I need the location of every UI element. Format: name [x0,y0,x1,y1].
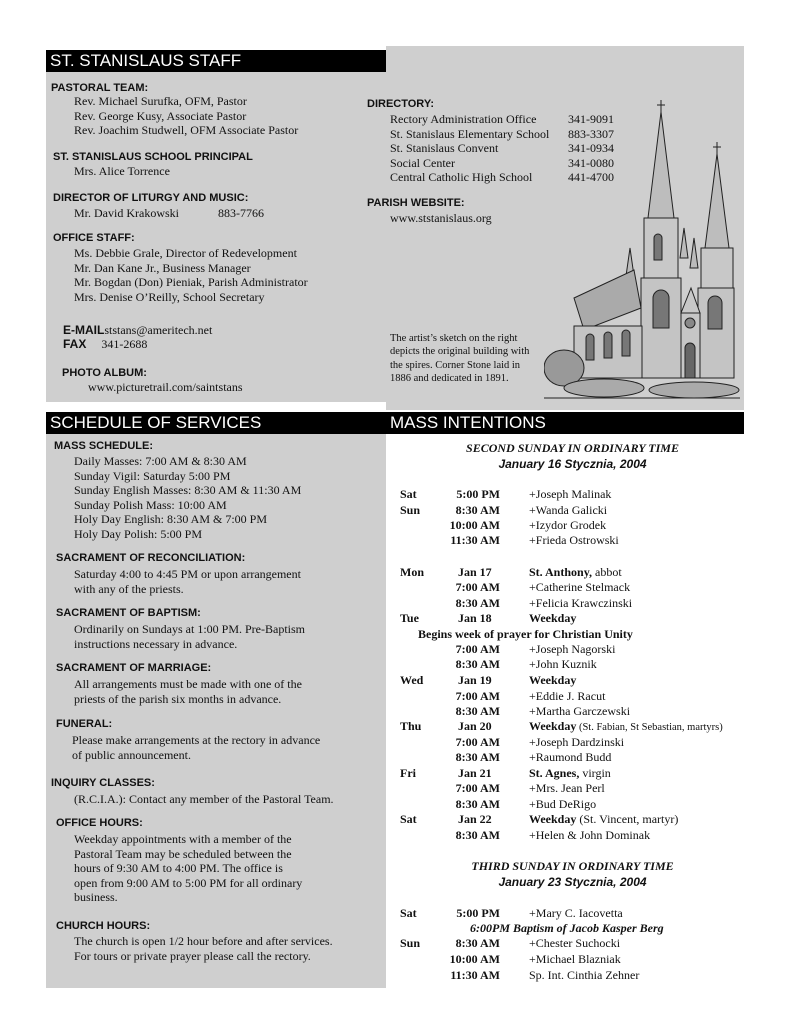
intention-time: 8:30 AM [455,797,500,811]
intention-date: Jan 22 [458,812,492,826]
intention-day: Wed [400,673,424,687]
intention-text: St. Anthony, abbot [529,565,622,579]
intention-text-detail: (St. Vincent, martyr) [576,812,679,826]
intention-text: +Helen & John Dominak [529,828,651,842]
staff-line: Rev. Joachim Studwell, OFM Associate Pastor [74,123,299,138]
church-sketch-image [544,98,740,408]
inquiry-heading: INQUIRY CLASSES: [51,777,155,789]
email-label: E-MAIL [63,323,105,337]
intention-text: +Michael Blazniak [529,952,621,966]
staff-line: Mr. Bogdan (Don) Pieniak, Parish Administrator [74,275,308,290]
staff-line: Rev. George Kusy, Associate Pastor [74,108,247,123]
directory-heading: DIRECTORY: [367,98,435,110]
schedule-line: Daily Masses: 7:00 AM & 8:30 AM [74,454,247,468]
schedule-title: SCHEDULE OF SERVICES [50,413,262,432]
intention-text: +Joseph Dardzinski [529,735,625,749]
intention-time: 11:30 AM [450,533,500,547]
intention-note: Begins week of prayer for Christian Unity [418,627,633,641]
intention-time: 7:00 AM [455,781,500,795]
intention-text: Weekday [529,673,577,687]
pastoral-team-list [74,94,298,138]
baptism-text: Ordinarily on Sundays at 1:00 PM. Pre-Baptism instructions necessary in advance. [74,622,305,651]
week2-title: THIRD SUNDAY IN ORDINARY TIME [471,859,674,873]
intention-time: 7:00 AM [455,580,500,594]
week1-date: January 16 Stycznia, 2004 [498,457,647,471]
mass-schedule-heading: MASS SCHEDULE: [54,440,154,452]
intention-time: 7:00 AM [455,735,500,749]
intention-text: St. Agnes, virgin [529,766,611,780]
directory-entry: Social Center 341-0080 [390,155,614,170]
intention-time: 8:30 AM [455,828,500,842]
principal-heading: ST. STANISLAUS SCHOOL PRINCIPAL [53,151,253,163]
email-address[interactable]: ststans@ameritech.net [104,323,213,337]
intention-text: +Joseph Malinak [529,487,612,501]
intention-time: 8:30 AM [455,657,500,671]
intention-day: Sun [400,503,421,517]
intentions-title-bar [386,412,744,434]
intention-time: 10:00 AM [449,518,500,532]
intention-day: Sat [400,906,417,920]
intention-time: 8:30 AM [455,503,500,517]
inquiry-text: (R.C.I.A.): Contact any member of the Pastoral Team. [74,792,334,806]
intention-date: Jan 21 [458,766,492,780]
schedule-line: Holy Day Polish: 5:00 PM [74,526,203,541]
intention-text: Weekday (St. Vincent, martyr) [529,812,679,826]
reconciliation-text: Saturday 4:00 to 4:45 PM or upon arrangement with any of the priests. [74,567,301,596]
directory-entry: St. Stanislaus Elementary School 883-3307 [390,126,614,141]
intention-text: +Frieda Ostrowski [529,533,619,547]
week2-date: January 23 Stycznia, 2004 [498,875,647,889]
intention-time: 8:30 AM [455,936,500,950]
intention-time: 10:00 AM [449,952,500,966]
intention-text: +Wanda Galicki [529,503,608,517]
intention-day: Mon [400,565,424,579]
intention-time: 7:00 AM [455,642,500,656]
marriage-heading: SACRAMENT OF MARRIAGE: [56,662,212,674]
website-link[interactable]: www.ststanislaus.org [390,211,492,225]
intention-date: Jan 17 [458,565,492,579]
intention-time: 7:00 AM [455,689,500,703]
intention-text: +Catherine Stelmack [529,580,631,594]
directory-entry: Central Catholic High School 441-4700 [390,170,614,185]
intention-text: +Mrs. Jean Perl [529,781,605,795]
intention-text: +Eddie J. Racut [529,689,606,703]
sketch-caption: The artist’s sketch on the right depicts the original building with the spires. Corner Stone laid in 1886 and dedicated in 1891. [390,333,530,385]
church-hours-text: The church is open 1/2 hour before and after services. For tours or private prayer please call the rectory. [74,934,333,963]
reconciliation-heading: SACRAMENT OF RECONCILIATION: [56,552,246,564]
directory-entry: St. Stanislaus Convent 341-0934 [390,141,614,156]
schedule-line: Sunday English Masses: 8:30 AM & 11:30 AM [74,483,302,498]
office-hours-heading: OFFICE HOURS: [56,817,143,829]
directory-entry: Rectory Administration Office 341-9091 [390,112,614,126]
intention-time: 5:00 PM [456,487,500,501]
intention-day: Thu [400,719,422,733]
intention-text: +Bud DeRigo [529,797,597,811]
intention-day: Sat [400,812,417,826]
principal-name: Mrs. Alice Torrence [74,164,170,178]
church-hours-heading: CHURCH HOURS: [56,920,151,932]
office-staff-list [74,246,308,304]
schedule-line: Holy Day English: 8:30 AM & 7:00 PM [74,512,268,527]
week1-title: SECOND SUNDAY IN ORDINARY TIME [466,441,679,455]
schedule-line: Sunday Polish Mass: 10:00 AM [74,497,227,512]
liturgy-phone: 883-7766 [218,206,264,220]
photo-album-link[interactable]: www.picturetrail.com/saintstans [88,380,243,394]
staff-title: ST. STANISLAUS STAFF [50,51,242,70]
staff-line: Ms. Debbie Grale, Director of Redevelopment [74,246,297,260]
marriage-text: All arrangements must be made with one of the priests of the parish six months in advance. [74,677,302,706]
fax-row [63,337,147,352]
intention-time: 8:30 AM [455,596,500,610]
baptism-note: 6:00PM Baptism of Jacob Kasper Berg [470,921,664,935]
funeral-text: Please make arrangements at the rectory in advance of public announcement. [72,733,321,762]
intention-text: Weekday [529,611,577,625]
intention-text-detail: (St. Fabian, St Sebastian, martyrs) [576,722,723,733]
intention-time: 11:30 AM [450,968,500,982]
staff-line: Mrs. Denise O’Reilly, School Secretary [74,289,265,304]
staff-title-bar [46,50,386,72]
fax-label: FAX [63,337,87,351]
office-hours-text: Weekday appointments with a member of the Pastoral Team may be scheduled between the hours of 9:30 AM to 4:00 PM. The office is open from 9:00 AM to 5:00 PM for all ordinary business. [74,832,303,905]
intentions-title: MASS INTENTIONS [390,413,546,432]
intention-day: Sun [400,936,421,950]
intention-text: +Mary C. Iacovetta [529,906,623,920]
intention-text: +Felicia Krawczinski [529,596,633,610]
intention-date: Jan 18 [458,611,492,625]
schedule-title-bar [46,412,386,434]
pastoral-team-heading: PASTORAL TEAM: [51,82,149,94]
intention-day: Tue [400,611,419,625]
intention-text: Sp. Int. Cinthia Zehner [529,968,640,982]
funeral-heading: FUNERAL: [56,718,113,730]
intention-day: Sat [400,487,417,501]
intention-text: +Izydor Grodek [529,518,607,532]
liturgy-heading: DIRECTOR OF LITURGY AND MUSIC: [53,192,249,204]
schedule-line: Sunday Vigil: Saturday 5:00 PM [74,468,231,483]
office-staff-heading: OFFICE STAFF: [53,232,135,244]
website-heading: PARISH WEBSITE: [367,197,465,209]
baptism-heading: SACRAMENT OF BAPTISM: [56,607,201,619]
intention-text-detail: virgin [579,766,611,780]
intention-text: Weekday (St. Fabian, St Sebastian, martyrs) [529,719,723,733]
intention-text: +Martha Garczewski [529,704,631,718]
mass-schedule-list [74,454,301,542]
intention-text: +John Kuznik [529,657,597,671]
intention-text: +Chester Suchocki [529,936,621,950]
staff-line: Mr. Dan Kane Jr., Business Manager [74,260,251,275]
intention-text: +Joseph Nagorski [529,642,616,656]
intention-day: Fri [400,766,416,780]
intention-text: +Raumond Budd [529,750,612,764]
intention-date: Jan 20 [458,719,492,733]
intention-time: 8:30 AM [455,704,500,718]
intention-text-detail: abbot [592,565,622,579]
intention-date: Jan 19 [458,673,492,687]
intention-time: 5:00 PM [456,906,500,920]
liturgy-name: Mr. David Krakowski [74,206,179,220]
intention-time: 8:30 AM [455,750,500,764]
staff-line: Rev. Michael Surufka, OFM, Pastor [74,94,247,108]
email-row [63,323,212,338]
fax-number: 341-2688 [101,337,148,351]
photo-album-heading: PHOTO ALBUM: [62,367,147,379]
